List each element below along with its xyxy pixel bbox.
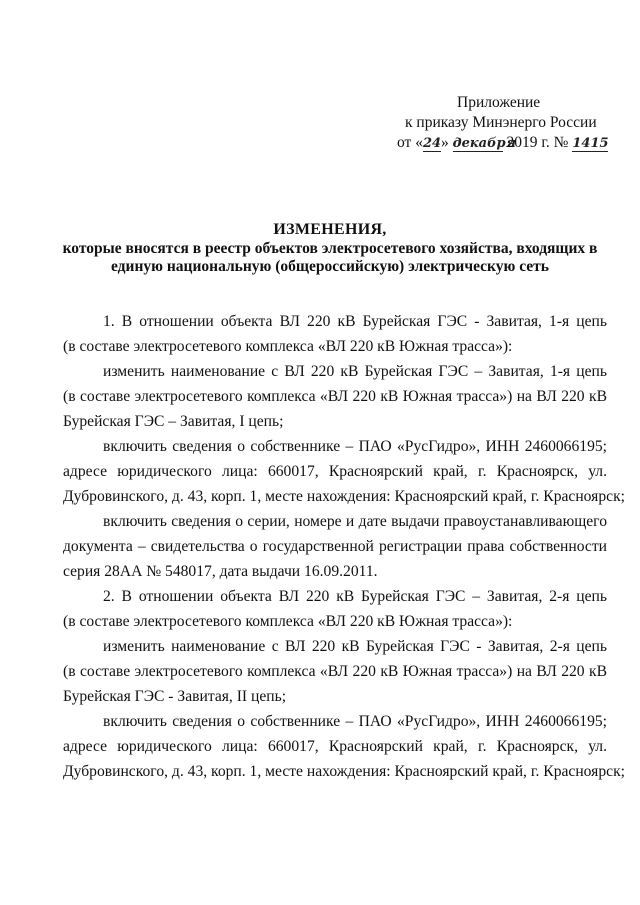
- appendix-order-ref: к приказу Минэнерго России: [405, 114, 597, 131]
- body-line: Дубровинского, д. 43, корп. 1, месте нахождения: Красноярский край, г. Красноярск;: [63, 488, 625, 505]
- body-line: (в составе электросетевого комплекса «ВЛ 220 кВ Южная трасса»):: [63, 613, 513, 630]
- handwritten-day: 24: [422, 136, 442, 151]
- appendix-date-line: [395, 133, 635, 153]
- body-line: изменить наименование с ВЛ 220 кВ Бурейская ГЭС - Завитая, 2-я цепь: [103, 638, 607, 655]
- handwritten-order-number: 1415: [572, 136, 609, 151]
- document-body: [63, 309, 625, 784]
- document-subtitle-line-2: единую национальную (общероссийскую) электрическую сеть: [111, 258, 549, 275]
- handwritten-month: декабря: [452, 136, 516, 151]
- body-line: включить сведения о собственнике – ПАО «РусГидро», ИНН 2460066195;: [103, 438, 607, 455]
- body-line: адресе юридического лица: 660017, Красноярский край, г. Красноярск, ул.: [63, 463, 607, 480]
- document-title: ИЗМЕНЕНИЯ,: [273, 221, 387, 238]
- body-line: серия 28АА № 548017, дата выдачи 16.09.2011.: [63, 563, 378, 580]
- body-line: (в составе электросетевого комплекса «ВЛ 220 кВ Южная трасса») на ВЛ 220 кВ: [63, 663, 607, 680]
- body-line: (в составе электросетевого комплекса «ВЛ 220 кВ Южная трасса») на ВЛ 220 кВ: [63, 388, 607, 405]
- document-heading: [30, 221, 630, 276]
- date-quote-close: »: [440, 134, 449, 151]
- body-line: адресе юридического лица: 660017, Красноярский край, г. Красноярск, ул.: [63, 738, 607, 755]
- body-line: Дубровинского, д. 43, корп. 1, месте нахождения: Красноярский край, г. Красноярск;: [63, 763, 625, 780]
- appendix-label: Приложение: [457, 94, 541, 111]
- body-line: Бурейская ГЭС – Завитая, I цепь;: [63, 413, 284, 430]
- date-prefix: от «: [397, 134, 423, 151]
- body-line: включить сведения о серии, номере и дате выдачи правоустанавливающего: [103, 513, 607, 530]
- body-line: 2. В отношении объекта ВЛ 220 кВ Бурейская ГЭС – Завитая, 2-я цепь: [103, 588, 607, 605]
- document-subtitle-line-1: которые вносятся в реестр объектов электросетевого хозяйства, входящих в: [62, 240, 598, 257]
- appendix-block: [395, 93, 635, 153]
- body-line: изменить наименование с ВЛ 220 кВ Бурейская ГЭС – Завитая, 1-я цепь: [103, 363, 607, 380]
- body-line: документа – свидетельства о государственной регистрации права собственности: [63, 538, 607, 555]
- body-line: включить сведения о собственнике – ПАО «РусГидро», ИНН 2460066195;: [103, 713, 607, 730]
- body-line: 1. В отношении объекта ВЛ 220 кВ Бурейская ГЭС - Завитая, 1-я цепь: [103, 313, 607, 330]
- body-line: Бурейская ГЭС - Завитая, II цепь;: [63, 688, 287, 705]
- body-line: (в составе электросетевого комплекса «ВЛ 220 кВ Южная трасса»):: [63, 338, 513, 355]
- date-year: 2019 г. №: [506, 134, 569, 151]
